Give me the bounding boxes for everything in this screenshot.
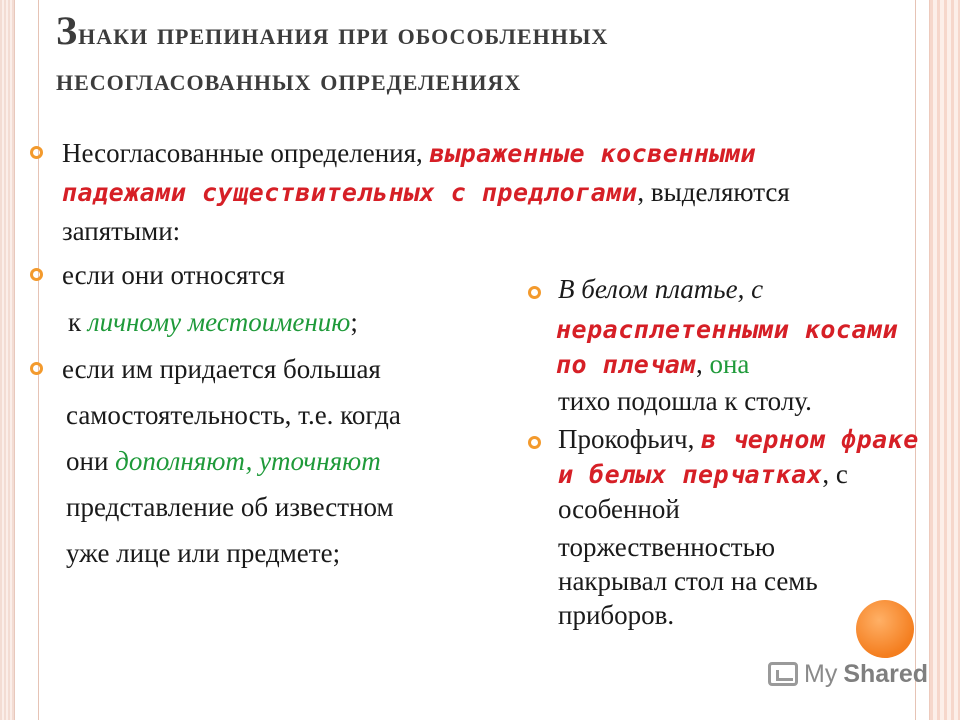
left-item1-line2 [68,303,358,341]
left-item2-line1: если им придается большая [62,354,381,384]
right-ex2-red: в черном фраке и белых перчатках [558,425,919,489]
right-ex1-line1 [558,270,763,308]
left-item2-line2: самостоятельность, т.е. когда [66,400,401,430]
intro-end-text: , выделяются запятыми: [62,177,790,246]
left-item1-start: к [68,307,82,337]
left-item2-start: они [66,446,109,476]
left-item2-line3 [66,442,381,480]
logo-shared-text: Shared [843,659,929,688]
slide-title [56,8,876,103]
intro-red-text: выраженные косвенными падежами существительных с предлогами [62,139,757,207]
right-ex1-body [556,312,916,382]
left-item2-line5: уже лице или предмете; [66,538,341,568]
right-ex1-green: она [709,349,750,379]
bullet-icon [30,146,43,159]
title-first-letter: З [56,8,79,53]
right-ex2-start: Прокофьич, [558,424,695,454]
title-line-1-text: наки препинания при обособленных [78,16,609,51]
intro-paragraph [62,134,822,250]
left-item2-green: дополняют, уточняют [115,446,381,476]
myshared-logo [768,656,928,692]
right-ex1-comma: , [695,349,703,379]
right-border-stripe [929,0,960,720]
left-item1-line1: если они относятся [62,260,285,290]
right-ex1-italic: В белом платье [558,274,738,304]
right-ex2-tail [558,530,818,632]
bullet-icon [30,362,43,375]
title-line-2: несогласованных определениях [56,62,522,97]
left-rule [38,0,39,720]
logo-my-text: My [804,659,838,688]
myshared-logo-icon [768,662,798,686]
right-ex2-line4: приборов. [558,600,675,630]
right-ex1-end: тихо подошла к столу. [558,386,812,416]
decorative-orange-circle [856,600,914,658]
left-item1-end: ; [350,307,358,337]
left-item2-line4: представление об известном [66,492,394,522]
left-item1-green: личному местоимению [87,307,351,337]
right-ex2-end1: , с особенной [558,459,848,524]
left-border-stripe [0,0,15,720]
title-line-1 [56,8,876,57]
bullet-icon [528,286,541,299]
right-ex2-line2: торжественностью [558,532,776,562]
intro-text: Несогласованные определения, [62,138,423,168]
right-ex2-line3: накрывал стол на семь [558,566,818,596]
bullet-icon [528,436,541,449]
bullet-icon [30,268,43,281]
right-ex1-sep: , с [737,274,764,304]
right-ex2-body [558,422,938,527]
right-ex1-red: нерасплетенными косами по плечам [556,315,899,379]
